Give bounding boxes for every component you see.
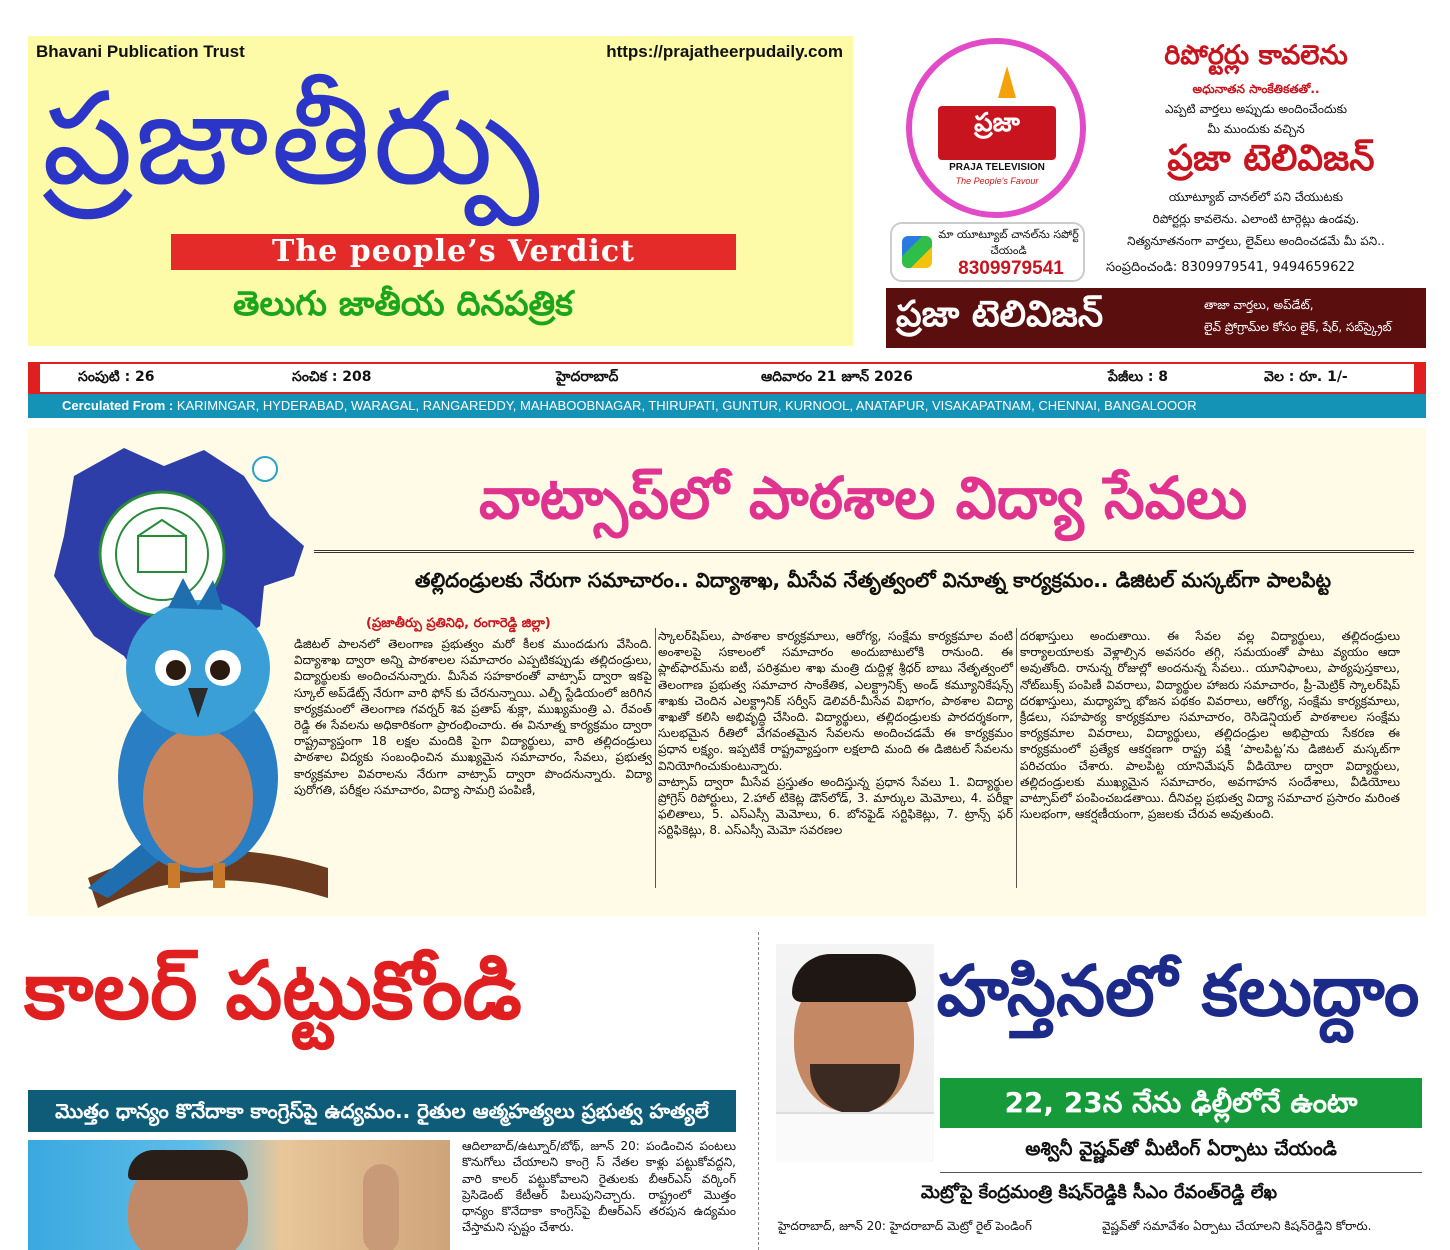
story3-deck-2: మెట్రోపై కేంద్రమంత్రి కిషన్‌రెడ్డికి సీఎం రేవంత్‌రెడ్డి లేఖ bbox=[920, 1182, 1278, 1203]
price: వెల : రూ. 1/- bbox=[1264, 369, 1348, 385]
story3-green-banner: 22, 23న నేను ఢిల్లీలోనే ఉంటా bbox=[940, 1078, 1422, 1128]
ad-line-2: ఎప్పటి వార్తలు అప్పుడు అందించేందుకు bbox=[1164, 102, 1348, 116]
government-seal-icon bbox=[252, 456, 278, 482]
ad-bar-line-1: తాజా వార్తలు, అప్‌డేట్, bbox=[1204, 298, 1314, 312]
story2-headline[interactable]: కాలర్ పట్టుకోండి bbox=[24, 944, 522, 1037]
story2-photo bbox=[28, 1140, 450, 1250]
issue-number: సంచిక : 208 bbox=[292, 369, 372, 385]
portrait-beard bbox=[810, 1064, 900, 1114]
ad-heading: రిపోర్టర్లు కావలెను bbox=[1164, 40, 1348, 71]
ad-bar-title: ప్రజా టెలివిజన్ bbox=[896, 294, 1104, 335]
headline-rule bbox=[314, 550, 1414, 553]
ad-bottom-bar bbox=[886, 288, 1426, 348]
ad-line-4: యూట్యూబ్ చానల్‌లో పని చేయుటకు bbox=[1168, 190, 1344, 204]
lead-column-2: స్కాలర్‌షిప్‌లు, పాఠశాల కార్యక్రమాలు, ఆరోగ్య, సంక్షేమ కార్యక్రమాల వంటి అంశాలపై సకాలంలో సమాచారం అందుబాటులోకి రానుంది. ఈ ప్లాట్‌ఫారమ్‌ను ఐటీ, పరిశ్రమల శాఖ మంత్రి దుద్దిళ్ల శ్రీధర్ బాబు నేతృత్వంలో తెలంగాణ ప్రభుత్వ సమాచార సాంకేతిక, ఎలక్ట్రానిక్స్ అండ్ కమ్యూనికేషన్స్ శాఖకు చెందిన ఎలక్ట్రానిక్ సర్వీస్ డెలివరీ-మీసేవ విభాగం, పాఠశాల విద్యా శాఖతో కలిసి అభివృద్ధి చేసింది. విద్యార్థులు, తల్లిదండ్రులకు పారదర్శకంగా, సులభమైన రీతిలో వేగవంతమైన సేవలను అందించడమే ఈ కార్యక్రమం ప్రధాన లక్ష్యం. ఇప్పటికే రాష్ట్రవ్యాప్తంగా లక్షలాది మంది ఈ డిజిటల్ సేవలను వినియోగించుకుంటున్నారు. వాట్సాప్ ద్వారా మీసేవ ప్రస్తుతం అందిస్తున్న ప్రధాన సేవలు 1. విద్యార్థుల ప్రోగ్రెస్ రిపోర్టులు, 2.హాల్ టికెట్ల డౌన్‌లోడ్, 3. మార్కుల మెమోలు, 4. పరీక్షా ఫలితాలు, 5. ఎస్ఎస్సీ మెమోలు, 6. బోనఫైడ్ సర్టిఫికెట్లు, 7. ట్రాన్స్ ఫర్ సర్టిఫికెట్లు, 8. ఎస్ఎస్సీ మెమో సవరణల bbox=[658, 629, 1013, 838]
lead-story bbox=[28, 428, 1426, 916]
story3-photo bbox=[776, 944, 934, 1162]
section-divider bbox=[758, 932, 759, 1250]
youtube-support-box[interactable] bbox=[890, 222, 1085, 282]
lead-column-1: డిజిటల్ పాలనలో తెలంగాణ ప్రభుత్వం మరో కీలక ముందడుగు వేసింది. విద్యాశాఖ ద్వారా అన్ని పాఠశాలల సమాచారం ఎప్పటికప్పుడు తల్లిదండ్రులు, విద్యార్థులకు అందించనున్నారు. మీసేవ సహకారంతో వాట్సాప్ ద్వారా ఇకపై స్కూల్ అప్‌డేట్స్ నేరుగా వారి ఫోన్ కు చేరనున్నాయి. ఎల్బీ స్టేడియంలో జరిగిన కార్యక్రమంలో తెలంగాణ గవర్నర్ శివ ప్రతాప్ శుక్లా, ముఖ్యమంత్రి ఎ. రేవంత్ రెడ్డి ఈ సేవలను అధికారికంగా ప్రారంభించారు. ఈ వినూత్న కార్యక్రమం ద్వారా రాష్ట్రవ్యాప్తంగా 18 లక్షల మందికి పైగా విద్యార్థులు, వారి తల్లిదండ్రులు పాఠశాల విద్యకు సంబంధించిన ముఖ్యమైన సమాచారం, సేవలు, ప్రభుత్వ కార్యక్రమాల వివరాలను నేరుగా వాట్సాప్ ద్వారా పొందనున్నారు. విద్యా పురోగతి, పరీక్షల సమాచారం, విద్యా సామగ్రి పంపిణీ, bbox=[294, 637, 652, 797]
story3-headline[interactable]: హస్తినలో కలుద్దాం bbox=[936, 950, 1420, 1032]
youtube-support-text: మా యూట్యూబ్ చానల్‌ను సపోర్ట్ చేయండి bbox=[938, 228, 1079, 257]
newspaper-title: ప్రజాతీర్పు bbox=[42, 65, 542, 214]
lead-byline: (ప్రజాతీర్పు ప్రతినిధి, రంగారెడ్డి జిల్లా) bbox=[366, 616, 551, 631]
youtube-app-icon bbox=[902, 236, 932, 268]
ad-line-5: రిపోర్టర్లు కావలెను. ఎలాంటి టార్గెట్లు ఉండవు. bbox=[1152, 212, 1360, 226]
story3-rule bbox=[940, 1172, 1422, 1173]
issue-info-bar bbox=[28, 362, 1426, 394]
story3-body-left: హైదరాబాద్, జూన్ 20: హైదరాబాద్ మెట్రో రైల్ పెండింగ్ bbox=[778, 1219, 1032, 1233]
ad-line-1: అధునాతన సాంకేతికతతో.. bbox=[1192, 82, 1320, 96]
torch-flame-icon bbox=[998, 66, 1016, 98]
portrait-hair bbox=[792, 954, 916, 1002]
portrait-shirt bbox=[776, 1112, 934, 1162]
palapitta-bird-icon bbox=[48, 578, 328, 918]
publisher-name: Bhavani Publication Trust bbox=[36, 42, 245, 61]
page-count: పేజీలు : 8 bbox=[1108, 369, 1169, 385]
logo-english: PRAJA TELEVISION bbox=[949, 162, 1045, 173]
praja-tv-logo-icon bbox=[906, 38, 1086, 218]
column-rule bbox=[655, 628, 656, 888]
masthead bbox=[28, 36, 853, 346]
logo-word: ప్రజా bbox=[974, 108, 1020, 138]
speaker-hair bbox=[128, 1150, 248, 1180]
circulation-label: Cerculated From : bbox=[62, 398, 174, 413]
newspaper-subtitle: తెలుగు జాతీయ దినపత్రిక bbox=[233, 284, 573, 324]
lead-deck: తల్లిదండ్రులకు నేరుగా సమాచారం.. విద్యాశాఖ, మీసేవ నేతృత్వంలో వినూత్న కార్యక్రమం.. డిజిటల్ మస్కట్‌గా పాలపిట్ట bbox=[414, 568, 1332, 592]
ad-bar-line-2: లైవ్ ప్రోగ్రామ్‌ల కోసం లైక్, షేర్, సబ్‌స్క్రైబ్ bbox=[1204, 320, 1392, 334]
logo-tagline: The People's Favour bbox=[955, 176, 1039, 186]
column-rule bbox=[1016, 628, 1017, 888]
story3-body-right: వైష్ణవ్‌తో సమావేశం ఏర్పాటు చేయాలని కిషన్‌రెడ్డిని కోరారు. bbox=[1102, 1219, 1372, 1233]
website-link[interactable]: https://prajatheerpudaily.com bbox=[606, 42, 843, 61]
volume: సంపుటి : 26 bbox=[78, 369, 155, 385]
raised-hand bbox=[363, 1164, 399, 1250]
circulation-list: KARIMNGAR, HYDERABAD, WARAGAL, RANGAREDDY, MAHABOOBNAGAR, THIRUPATI, GUNTUR, KURNOOL, ANATAPUR, VISAKAPATNAM, CHENNAI, BANGALOOOR bbox=[176, 398, 1197, 413]
story2-deck: మొత్తం ధాన్యం కొనేదాకా కాంగ్రెస్‌పై ఉద్యమం.. రైతుల ఆత్మహత్యలు ప్రభుత్వ హత్యలే bbox=[28, 1090, 736, 1132]
tagline: The people’s Verdict bbox=[171, 234, 736, 270]
ad-contact: సంప్రదించండి: 8309979541, 9494659622 bbox=[1106, 260, 1356, 275]
praja-tv-advertisement bbox=[886, 30, 1426, 348]
youtube-phone: 8309979541 bbox=[958, 258, 1064, 279]
ad-line-6: నిత్యనూతనంగా వార్తలు, లైవ్‌లు అందించడమే మీ పని.. bbox=[1127, 234, 1385, 248]
city: హైదరాబాద్ bbox=[556, 369, 619, 385]
ad-line-3: మీ ముందుకు వచ్చిన bbox=[1207, 122, 1305, 136]
circulation-bar bbox=[28, 394, 1426, 418]
issue-date: ఆదివారం 21 జూన్ 2026 bbox=[761, 369, 913, 385]
story2-body: ఆదిలాబాద్/ఉట్నూర్/బోథ్, జూన్ 20: పండించిన పంటలు కొనుగోలు చేయాలని కాంగ్రె స్ నేతల కాళ్లు పట్టుకోవద్దని, వారి కాలర్ పట్టుకోవాలని రైతులకు బీఆర్ఎస్ వర్కింగ్ ప్రెసిడెంట్ కేటీఆర్ పిలుపునిచ్చారు. రాష్ట్రంలో మొత్తం ధాన్యం కొనేదాకా కాంగ్రెస్‌పై బీఆర్ఎస్ తరపున ఉద్యమం చేస్తామని స్పష్టం చేశారు. bbox=[462, 1139, 736, 1235]
lead-headline[interactable]: వాట్సాప్‌లో పాఠశాల విద్యా సేవలు bbox=[478, 464, 1248, 532]
lead-column-3: దరఖాస్తులు అందుతాయి. ఈ సేవల వల్ల విద్యార్థులు, తల్లిదండ్రులు కార్యాలయాలకు వెళ్లాల్సిన అవసరం తగ్గి, సమయంతో పాటు వ్యయం ఆదా అవుతోంది. రానున్న రోజుల్లో అందనున్న సేవలు.. యూనిఫాంలు, పాఠ్యపుస్తకాలు, నోట్‌బుక్స్ పంపిణీ వివరాలు, విద్యార్థుల హాజరు సమాచారం, ప్రీ-మెట్రిక్ స్కాలర్‌షిప్ దరఖాస్తులు, మధ్యాహ్న భోజన పథకం వివరాలు, ఆరోగ్య, సంక్షేమ కార్యక్రమాలు, క్రీడలు, సహపాఠ్య కార్యక్రమాల సమాచారం, రెసిడెన్షియల్ పాఠశాలల సంక్షేమ కార్యక్రమాల వివరాలు, విద్యార్థులు, తల్లిదండ్రుల అభిప్రాయ సేకరణ ఈ కార్యక్రమంలో ప్రత్యేక ఆకర్షణగా రాష్ట్ర పక్షి ‘పాలపిట్ట’ను డిజిటల్ మస్కట్‌గా పరిచయం చేశారు. పాలపిట్ట యానిమేషన్ వీడియోల ద్వారా విద్యార్థులు, తల్లిదండ్రులకు ముఖ్యమైన సమాచారం, అవగాహన సందేశాలు, వీడియోలు వాట్సాప్‌లో పంపించబడతాయి. దీనివల్ల ప్రభుత్వ విద్యా సమాచార ప్రసారం మరింత సులభంగా, ఆకర్షణీయంగా, ప్రజలకు చేరువ అవుతుంది. bbox=[1020, 629, 1400, 822]
story3-deck-1: అశ్వినీ వైష్ణవ్‌తో మీటింగ్ ఏర్పాటు చేయండి bbox=[1025, 1138, 1337, 1160]
ad-tv-name: ప్రజా టెలివిజన్ bbox=[1167, 138, 1375, 179]
